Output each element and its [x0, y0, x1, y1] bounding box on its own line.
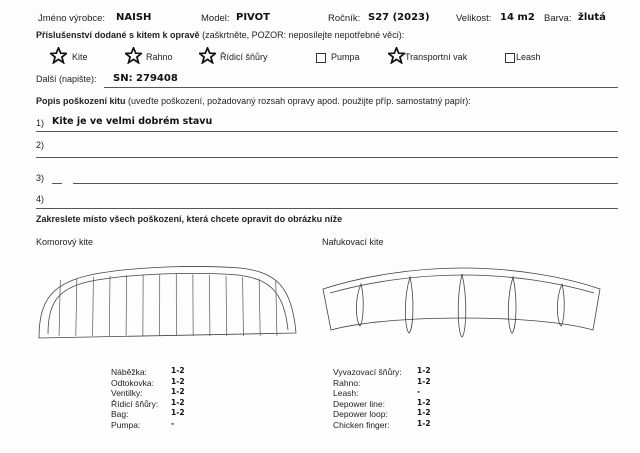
repair-label: Ventilky:: [111, 388, 143, 399]
repair-value[interactable]: -: [171, 419, 175, 428]
manufacturer-value[interactable]: NAISH: [116, 12, 152, 23]
accessories-title: Příslušenství dodané s kitem k opravě: [36, 30, 200, 40]
year-value[interactable]: S27 (2023): [368, 12, 430, 23]
damage-line-1-text[interactable]: Kite je ve velmi dobrém stavu: [52, 116, 213, 127]
repair-value[interactable]: 1-2: [171, 408, 185, 418]
repair-value[interactable]: 1-2: [417, 408, 431, 418]
accessory-pump-label: Pumpa: [331, 52, 360, 62]
model-label: Model:: [201, 13, 230, 24]
accessory-bag-label: Transportní vak: [405, 52, 468, 62]
damage-hint: (uveďte poškození, požadovaný rozsah opravy apod. použijte příp. samostatný papír):: [128, 96, 471, 106]
inflatable-kite-label: Nafukovací kite: [322, 237, 384, 247]
foil-kite-label: Komorový kite: [36, 237, 94, 247]
repair-value[interactable]: 1-2: [171, 387, 185, 397]
repair-label: Náběžka:: [111, 367, 147, 377]
repair-value[interactable]: 1-2: [417, 419, 431, 428]
drawing-title: Zakreslete místo všech poškození, která chcete opravit do obrázku níže: [36, 214, 343, 224]
repair-label: Vyvazovací šňůry:: [333, 367, 402, 377]
repair-label: Odtokovka:: [111, 377, 154, 388]
repair-label: Řídicí šňůry:: [111, 398, 159, 409]
accessory-leash-label: Leash: [516, 52, 541, 62]
repair-value[interactable]: 1-2: [417, 366, 431, 375]
damage-line-1-num: 1): [36, 118, 45, 128]
accessory-bar-label: Rahno: [146, 52, 173, 62]
repair-value[interactable]: -: [417, 387, 421, 397]
color-label: Barva:: [544, 13, 572, 24]
size-value[interactable]: 14 m2: [500, 12, 535, 23]
model-value[interactable]: PIVOT: [236, 12, 270, 23]
serial-number-value[interactable]: SN: 279408: [113, 73, 178, 84]
repair-value[interactable]: 1-2: [417, 376, 431, 386]
color-value[interactable]: žlutá: [578, 12, 606, 23]
size-label: Velikost:: [456, 13, 492, 24]
damage-line-2-num: 2): [36, 140, 45, 150]
repair-label: Bag:: [111, 409, 129, 420]
repair-label: Leash:: [333, 388, 359, 399]
accessory-kite-label: Kite: [72, 52, 88, 62]
repair-label: Chicken finger:: [333, 420, 390, 430]
damage-line-3-num: 3): [36, 173, 45, 183]
repair-value[interactable]: 1-2: [171, 376, 185, 386]
damage-line-4-num: 4): [36, 194, 45, 204]
repair-label: Pumpa:: [111, 420, 141, 430]
repair-value[interactable]: 1-2: [171, 366, 185, 375]
repair-label: Depower loop:: [333, 409, 388, 420]
repair-value[interactable]: 1-2: [171, 397, 185, 407]
repair-label: Depower line:: [333, 398, 385, 409]
accessories-hint: (zaškrtněte, POZOR: neposílejte nepotřebné věci):: [202, 30, 405, 40]
year-label: Ročník:: [328, 13, 361, 24]
repair-value[interactable]: 1-2: [417, 397, 431, 407]
other-label: Další (napište):: [36, 74, 97, 84]
accessory-lines-label: Řídicí šňůry: [220, 52, 268, 62]
damage-title: Popis poškození kitu: [36, 96, 126, 106]
repair-label: Rahno:: [333, 377, 361, 388]
manufacturer-label: Jméno výrobce:: [38, 13, 106, 24]
